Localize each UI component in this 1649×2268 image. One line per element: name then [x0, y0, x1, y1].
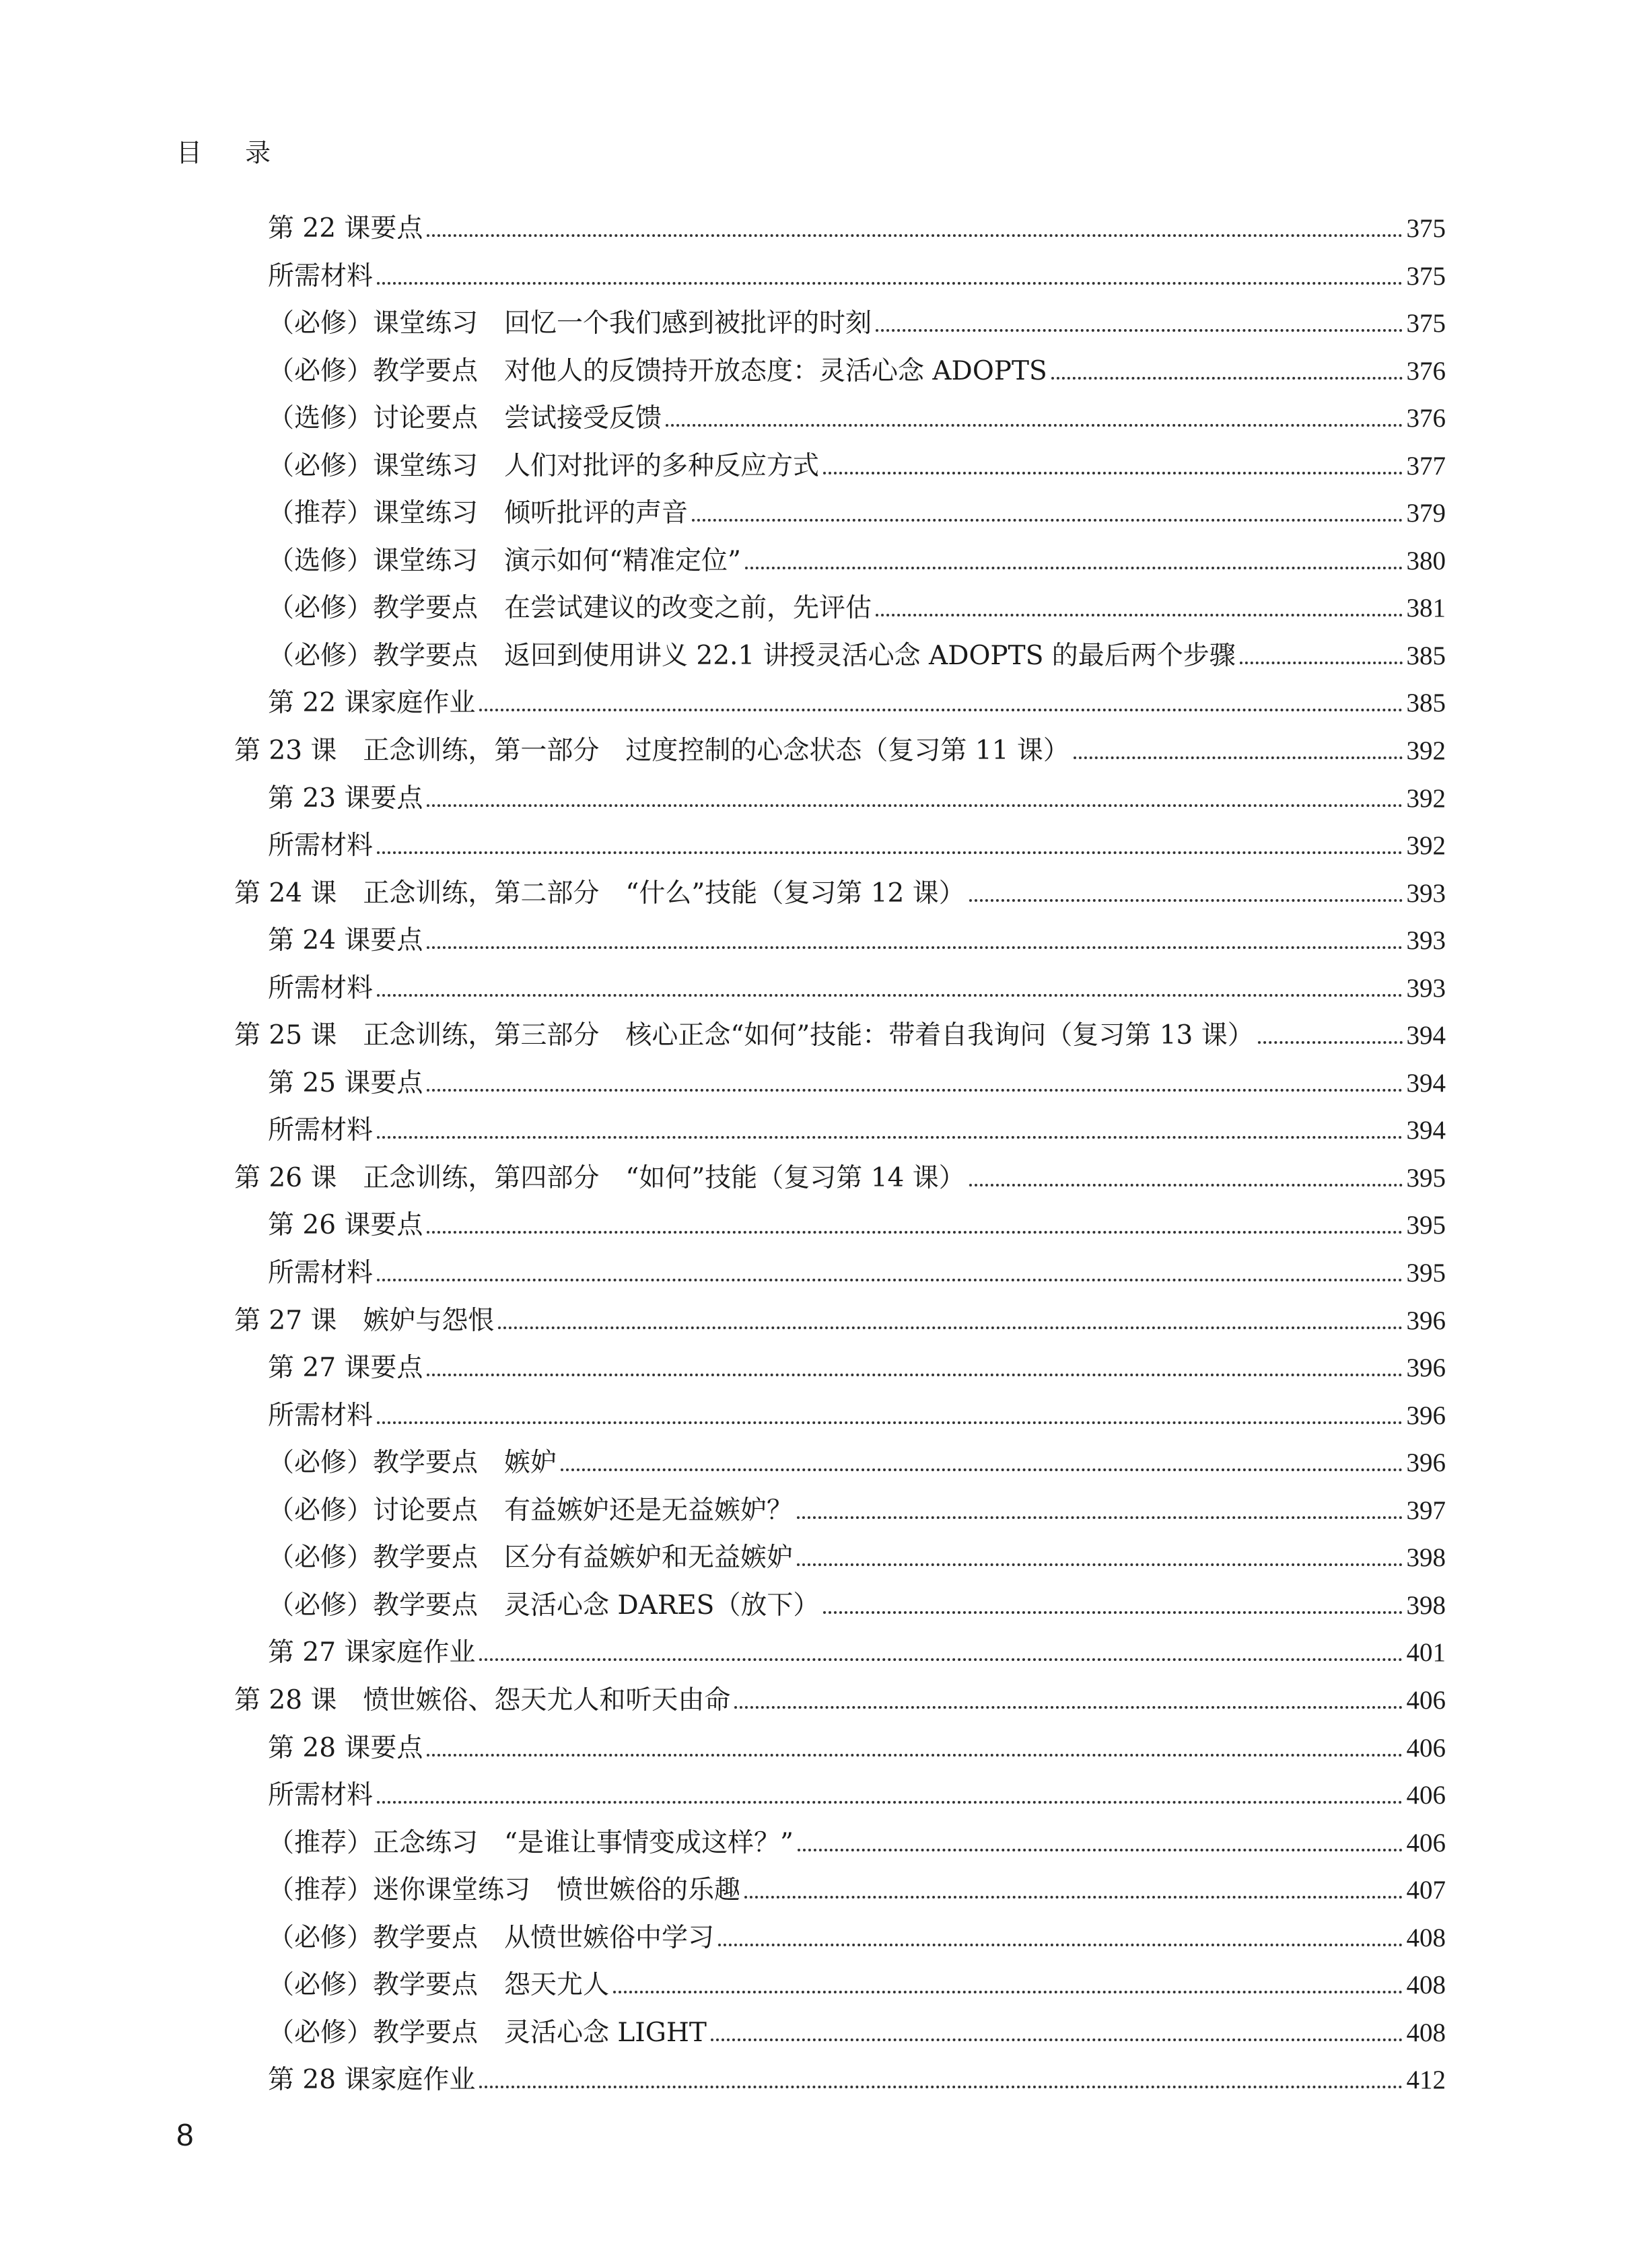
dot-leader [797, 1563, 1402, 1566]
toc-chapter-entry[interactable] [234, 1298, 1446, 1345]
toc-entry-title: （必修）教学要点 在尝试建议的改变之前，先评估 [268, 593, 872, 624]
dot-leader [745, 567, 1403, 569]
dot-leader [823, 472, 1402, 474]
dot-leader [797, 1516, 1402, 1519]
toc-entry-title: （必修）教学要点 从愤世嫉俗中学习 [268, 1922, 715, 1953]
toc-entry-page: 394 [1406, 1021, 1446, 1051]
toc-entry-page: 393 [1406, 878, 1446, 908]
toc-entry-title: 第 28 课要点 [268, 1732, 423, 1763]
dot-leader [561, 1468, 1402, 1471]
toc-section-entry[interactable] [268, 1060, 1446, 1108]
toc-entry-page: 375 [1406, 214, 1446, 243]
toc-section-entry[interactable] [268, 490, 1446, 538]
dot-leader [377, 851, 1402, 854]
toc-entry-title: 第 26 课 正念训练，第四部分 “如何”技能（复习第 14 课） [234, 1162, 965, 1193]
toc-entry-title: （必修）教学要点 怨天尤人 [268, 1970, 610, 2001]
toc-entry-title: 所需材料 [268, 1258, 374, 1289]
toc-entry-page: 375 [1406, 261, 1446, 291]
toc-entry-page: 401 [1406, 1638, 1446, 1668]
toc-entry-title: （必修）课堂练习 回忆一个我们感到被批评的时刻 [268, 308, 872, 339]
dot-leader [876, 329, 1402, 332]
toc-entry-title: （必修）教学要点 灵活心念 DARES（放下） [268, 1590, 820, 1621]
toc-section-entry[interactable] [268, 1534, 1446, 1582]
toc-section-entry[interactable] [268, 965, 1446, 1013]
dot-leader [427, 1231, 1402, 1234]
dot-leader [1240, 662, 1403, 664]
toc-section-entry[interactable] [268, 1392, 1446, 1440]
toc-section-entry[interactable] [268, 775, 1446, 823]
toc-chapter-entry[interactable] [234, 1155, 1446, 1203]
toc-entry-page: 412 [1406, 2065, 1446, 2095]
toc-entry-page: 392 [1406, 736, 1446, 766]
dot-leader [734, 1706, 1402, 1709]
toc-entry-page: 406 [1406, 1733, 1446, 1763]
toc-entry-page: 408 [1406, 2018, 1446, 2047]
toc-section-entry[interactable] [268, 1915, 1446, 1962]
toc-entry-page: 395 [1406, 1211, 1446, 1240]
toc-entry-title: 第 27 课要点 [268, 1353, 423, 1384]
toc-section-entry[interactable] [268, 395, 1446, 443]
toc-entry-title: 第 24 课要点 [268, 925, 423, 956]
toc-entry-page: 406 [1406, 1828, 1446, 1857]
dot-leader [666, 424, 1402, 427]
toc-section-entry[interactable] [268, 443, 1446, 491]
dot-leader [718, 1944, 1402, 1946]
dot-leader [427, 946, 1402, 949]
toc-section-entry[interactable] [268, 205, 1446, 253]
toc-entry-page: 396 [1406, 1353, 1446, 1383]
toc-entry-page: 377 [1406, 451, 1446, 481]
toc-section-entry[interactable] [268, 1820, 1446, 1868]
toc-section-entry[interactable] [268, 1772, 1446, 1820]
toc-section-entry[interactable] [268, 585, 1446, 633]
toc-entry-title: 第 28 课 愤世嫉俗、怨天尤人和听天由命 [234, 1685, 731, 1715]
toc-section-entry[interactable] [268, 300, 1446, 348]
toc-section-entry[interactable] [268, 633, 1446, 680]
toc-section-entry[interactable] [268, 822, 1446, 870]
toc-entry-page: 394 [1406, 1116, 1446, 1145]
dot-leader [377, 1136, 1402, 1139]
toc-section-entry[interactable] [268, 538, 1446, 586]
toc-entry-title: （必修）课堂练习 人们对批评的多种反应方式 [268, 450, 820, 481]
toc-entry-title: （推荐）正念练习 “是谁让事情变成这样？” [268, 1827, 794, 1858]
toc-section-entry[interactable] [268, 2057, 1446, 2104]
toc-entry-page: 406 [1406, 1685, 1446, 1715]
toc-entry-title: （必修）教学要点 区分有益嫉妒和无益嫉妒 [268, 1543, 794, 1573]
toc-entry-page: 385 [1406, 688, 1446, 718]
toc-entry-title: 第 27 课家庭作业 [268, 1637, 476, 1668]
dot-leader [427, 234, 1402, 237]
dot-leader [798, 1849, 1403, 1851]
dot-leader [969, 1184, 1403, 1186]
dot-leader [969, 899, 1403, 902]
dot-leader [377, 282, 1402, 285]
toc-entry-page: 396 [1406, 1448, 1446, 1478]
dot-leader [1258, 1041, 1403, 1044]
toc-entry-page: 376 [1406, 404, 1446, 433]
toc-entry-title: （必修）教学要点 嫉妒 [268, 1448, 557, 1479]
toc-entry-title: 第 26 课要点 [268, 1210, 423, 1241]
toc-entry-title: （必修）教学要点 灵活心念 LIGHT [268, 2017, 707, 2048]
toc-entry-page: 376 [1406, 356, 1446, 386]
dot-leader [692, 519, 1402, 522]
toc-chapter-entry[interactable] [234, 1012, 1446, 1060]
toc-section-entry[interactable] [268, 1867, 1446, 1915]
dot-leader [479, 1658, 1402, 1661]
table-of-contents [234, 205, 1446, 2104]
toc-entry-page: 408 [1406, 1971, 1446, 2000]
toc-section-entry[interactable] [268, 348, 1446, 396]
toc-section-entry[interactable] [268, 1202, 1446, 1250]
toc-entry-title: 所需材料 [268, 260, 374, 291]
dot-leader [427, 1754, 1402, 1757]
toc-section-entry[interactable] [268, 1345, 1446, 1392]
toc-entry-title: 第 22 课家庭作业 [268, 688, 476, 719]
toc-section-entry[interactable] [268, 253, 1446, 301]
dot-leader [1074, 756, 1403, 759]
toc-entry-title: 所需材料 [268, 1780, 374, 1811]
toc-entry-title: （选修）讨论要点 尝试接受反馈 [268, 403, 662, 434]
dot-leader [1051, 377, 1403, 380]
toc-entry-title: 所需材料 [268, 1400, 374, 1431]
dot-leader [427, 1374, 1402, 1376]
toc-entry-page: 396 [1406, 1306, 1446, 1335]
toc-entry-page: 397 [1406, 1495, 1446, 1525]
toc-entry-page: 385 [1406, 641, 1446, 670]
toc-chapter-entry[interactable] [234, 728, 1446, 775]
toc-entry-page: 375 [1406, 309, 1446, 339]
toc-section-entry[interactable] [268, 917, 1446, 965]
toc-chapter-entry[interactable] [234, 1677, 1446, 1725]
toc-entry-page: 394 [1406, 1068, 1446, 1098]
dot-leader [427, 804, 1402, 807]
toc-chapter-entry[interactable] [234, 870, 1446, 918]
toc-entry-page: 381 [1406, 594, 1446, 623]
toc-section-entry[interactable] [268, 1487, 1446, 1535]
page-header-title: 目 录 [176, 138, 289, 168]
toc-entry-page: 395 [1406, 1259, 1446, 1288]
toc-section-entry[interactable] [268, 2010, 1446, 2057]
toc-entry-title: （推荐）课堂练习 倾听批评的声音 [268, 498, 689, 529]
dot-leader [377, 1421, 1402, 1424]
toc-section-entry[interactable] [268, 1582, 1446, 1630]
toc-entry-page: 408 [1406, 1923, 1446, 1952]
toc-entry-title: 所需材料 [268, 830, 374, 861]
dot-leader [711, 2039, 1403, 2041]
dot-leader [377, 994, 1402, 997]
toc-entry-title: 所需材料 [268, 1115, 374, 1146]
toc-entry-page: 393 [1406, 926, 1446, 956]
toc-entry-title: （必修）教学要点 返回到使用讲义 22.1 讲授灵活心念 ADOPTS 的最后两个步骤 [268, 640, 1236, 671]
dot-leader [377, 1801, 1402, 1804]
dot-leader [479, 2086, 1402, 2088]
toc-entry-title: （选修）课堂练习 演示如何“精准定位” [268, 545, 741, 576]
dot-leader [876, 614, 1402, 616]
toc-entry-title: 第 25 课要点 [268, 1067, 423, 1098]
dot-leader [823, 1611, 1402, 1614]
toc-entry-title: 第 23 课要点 [268, 783, 423, 814]
toc-entry-page: 395 [1406, 1163, 1446, 1193]
dot-leader [498, 1326, 1402, 1329]
toc-section-entry[interactable] [268, 680, 1446, 728]
toc-entry-page: 392 [1406, 783, 1446, 813]
toc-entry-page: 398 [1406, 1590, 1446, 1620]
toc-section-entry[interactable] [268, 1440, 1446, 1487]
toc-entry-title: 第 28 课家庭作业 [268, 2065, 476, 2096]
toc-entry-title: 所需材料 [268, 972, 374, 1003]
toc-entry-title: （必修）教学要点 对他人的反馈持开放态度：灵活心念 ADOPTS [268, 355, 1047, 386]
toc-entry-page: 392 [1406, 831, 1446, 861]
dot-leader [479, 709, 1402, 711]
toc-section-entry[interactable] [268, 1250, 1446, 1298]
toc-entry-title: 第 24 课 正念训练，第二部分 “什么”技能（复习第 12 课） [234, 878, 965, 909]
toc-entry-page: 396 [1406, 1401, 1446, 1430]
toc-entry-title: 第 22 课要点 [268, 213, 423, 244]
dot-leader [427, 1089, 1402, 1092]
toc-entry-title: （推荐）迷你课堂练习 愤世嫉俗的乐趣 [268, 1875, 741, 1906]
toc-entry-title: 第 25 课 正念训练，第三部分 核心正念“如何”技能：带着自我询问（复习第 13 课） [234, 1020, 1254, 1051]
toc-entry-title: 第 27 课 嫉妒与怨恨 [234, 1305, 495, 1336]
toc-section-entry[interactable] [268, 1725, 1446, 1773]
toc-entry-page: 407 [1406, 1876, 1446, 1905]
toc-entry-page: 393 [1406, 973, 1446, 1003]
page-number: 8 [176, 2117, 194, 2152]
toc-entry-title: 第 23 课 正念训练，第一部分 过度控制的心念状态（复习第 11 课） [234, 736, 1069, 767]
toc-section-entry[interactable] [268, 1629, 1446, 1677]
toc-entry-page: 406 [1406, 1781, 1446, 1810]
dot-leader [613, 1991, 1402, 1993]
toc-section-entry[interactable] [268, 1107, 1446, 1155]
toc-entry-page: 379 [1406, 499, 1446, 528]
toc-section-entry[interactable] [268, 1962, 1446, 2010]
dot-leader [377, 1279, 1402, 1281]
toc-entry-page: 380 [1406, 546, 1446, 575]
toc-entry-page: 398 [1406, 1543, 1446, 1573]
dot-leader [744, 1896, 1402, 1899]
toc-entry-title: （必修）讨论要点 有益嫉妒还是无益嫉妒？ [268, 1495, 794, 1526]
